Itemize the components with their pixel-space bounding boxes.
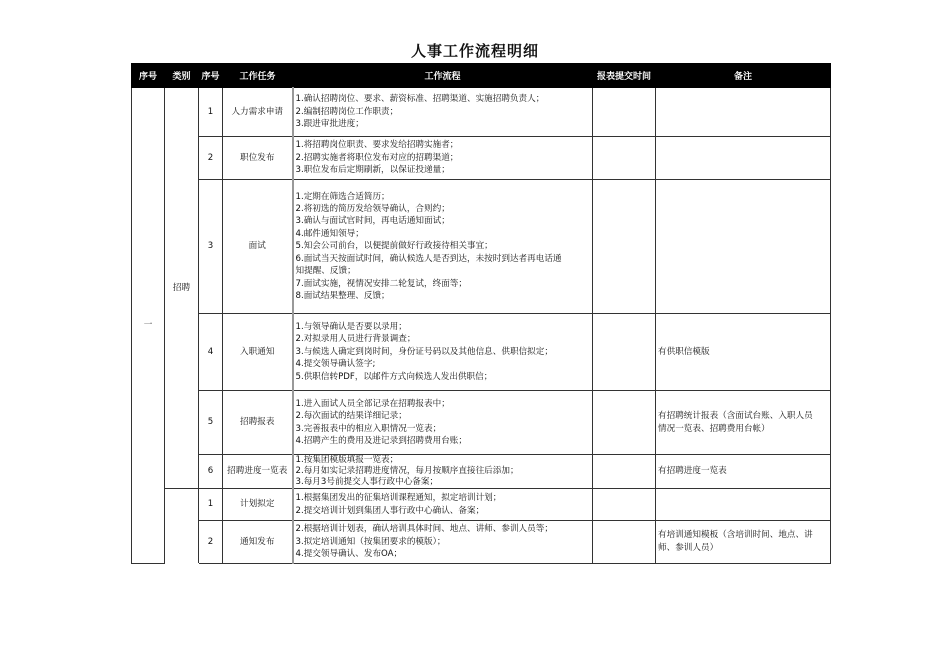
task-steps: 2.根据培训计划表，确认培训具体时间、地点、讲师、参训人员等； 3.拟定培训通知（按集团要求的模版）； 4.提交领导确认、发布OA；: [293, 521, 593, 564]
header-category: 类别: [165, 64, 199, 88]
hr-process-table: [131, 63, 831, 564]
page-title: 人事工作流程明细: [410, 42, 539, 60]
task-steps: 1.按集团模版填报一览表； 2.每月如实记录招聘进度情况，每月按顺序直接往后添加； 3.每月3号前提交人事行政中心备案；: [293, 455, 593, 489]
category-training: [165, 489, 199, 564]
report-time-cell[interactable]: [593, 137, 656, 180]
note-cell[interactable]: 有招聘进度一览表: [656, 455, 831, 489]
table-row: [132, 489, 831, 521]
task-seq: 1: [199, 88, 223, 137]
category-recruitment: 招聘: [165, 88, 199, 489]
note-cell[interactable]: [656, 489, 831, 521]
task-name: 计划拟定: [223, 489, 293, 521]
task-steps: 1.进入面试人员全部记录在招聘报表中； 2.每次面试的结果详细记录； 3.完善报表中的相应入职情况一览表； 4.招聘产生的费用及进记录到招聘费用台账；: [293, 391, 593, 455]
task-seq: 2: [199, 521, 223, 564]
note-cell[interactable]: 有培训通知模板（含培训时间、地点、讲 师、参训人员）: [656, 521, 831, 564]
task-name: 通知发布: [223, 521, 293, 564]
header-note: 备注: [656, 64, 831, 88]
report-time-cell[interactable]: [593, 314, 656, 391]
note-cell[interactable]: [656, 88, 831, 137]
note-cell[interactable]: 有供职信模版: [656, 314, 831, 391]
table-row: [132, 314, 831, 391]
table-row: [132, 455, 831, 489]
header-process: 工作流程: [293, 64, 593, 88]
report-time-cell[interactable]: [593, 391, 656, 455]
header-task: 工作任务: [223, 64, 293, 88]
task-seq: 2: [199, 137, 223, 180]
table-row: [132, 88, 831, 137]
report-time-cell[interactable]: [593, 88, 656, 137]
task-steps: 1.确认招聘岗位、要求、薪资标准、招聘渠道、实施招聘负责人； 2.编制招聘岗位工作职责； 3.跟进审批进度；: [293, 88, 593, 137]
task-steps: 1.与领导确认是否要以录用； 2.对拟录用人员进行背景调查； 3.与候选人确定到岗时间，身份证号码以及其他信息、供职信拟定； 4.提交领导确认签字; 5.供职信转PDF，以邮件方式向候选人发出供职信；: [293, 314, 593, 391]
note-cell[interactable]: [656, 180, 831, 314]
report-time-cell[interactable]: [593, 489, 656, 521]
report-time-cell[interactable]: [593, 455, 656, 489]
header-seq-2: 序号: [199, 64, 223, 88]
task-steps: 1.根据集团发出的征集培训课程通知，拟定培训计划； 2.提交培训计划到集团人事行政中心确认、备案；: [293, 489, 593, 521]
report-time-cell[interactable]: [593, 521, 656, 564]
header-report-time: 报表提交时间: [593, 64, 656, 88]
report-time-cell[interactable]: [593, 180, 656, 314]
task-steps: 1.定期在筛选合适简历； 2.将初选的简历发给领导确认，合则约； 3.确认与面试官时间，再电话通知面试； 4.邮件通知领导； 5.知会公司前台，以便提前做好行政接待相关事宜； 6.面试当天按面试时间，确认候选人是否到达，未按时到达者再电话通 知提醒、反馈； 7.面试实施，视情况安排二轮复试，终面等； 8.面试结果整理、反馈；: [293, 180, 593, 314]
header-seq: 序号: [132, 64, 165, 88]
task-seq: 1: [199, 489, 223, 521]
task-name: 入职通知: [223, 314, 293, 391]
table-row: [132, 180, 831, 314]
task-name: 招聘报表: [223, 391, 293, 455]
task-steps: 1.将招聘岗位职责、要求发给招聘实施者； 2.招聘实施者将职位发布对应的招聘渠道； 3.职位发布后定期刷新，以保证投递量；: [293, 137, 593, 180]
table-row: [132, 521, 831, 564]
note-cell[interactable]: [656, 137, 831, 180]
task-seq: 3: [199, 180, 223, 314]
table-row: [132, 137, 831, 180]
note-cell[interactable]: 有招聘统计报表（含面试台账、入职人员 情况一览表、招聘费用台帐）: [656, 391, 831, 455]
task-name: 招聘进度一览表: [223, 455, 293, 489]
task-name: 人力需求申请: [223, 88, 293, 137]
header-row: [132, 64, 831, 88]
task-seq: 6: [199, 455, 223, 489]
task-name: 职位发布: [223, 137, 293, 180]
task-seq: 4: [199, 314, 223, 391]
section-number: 一: [132, 88, 165, 564]
table-row: [132, 391, 831, 455]
task-name: 面试: [223, 180, 293, 314]
task-seq: 5: [199, 391, 223, 455]
